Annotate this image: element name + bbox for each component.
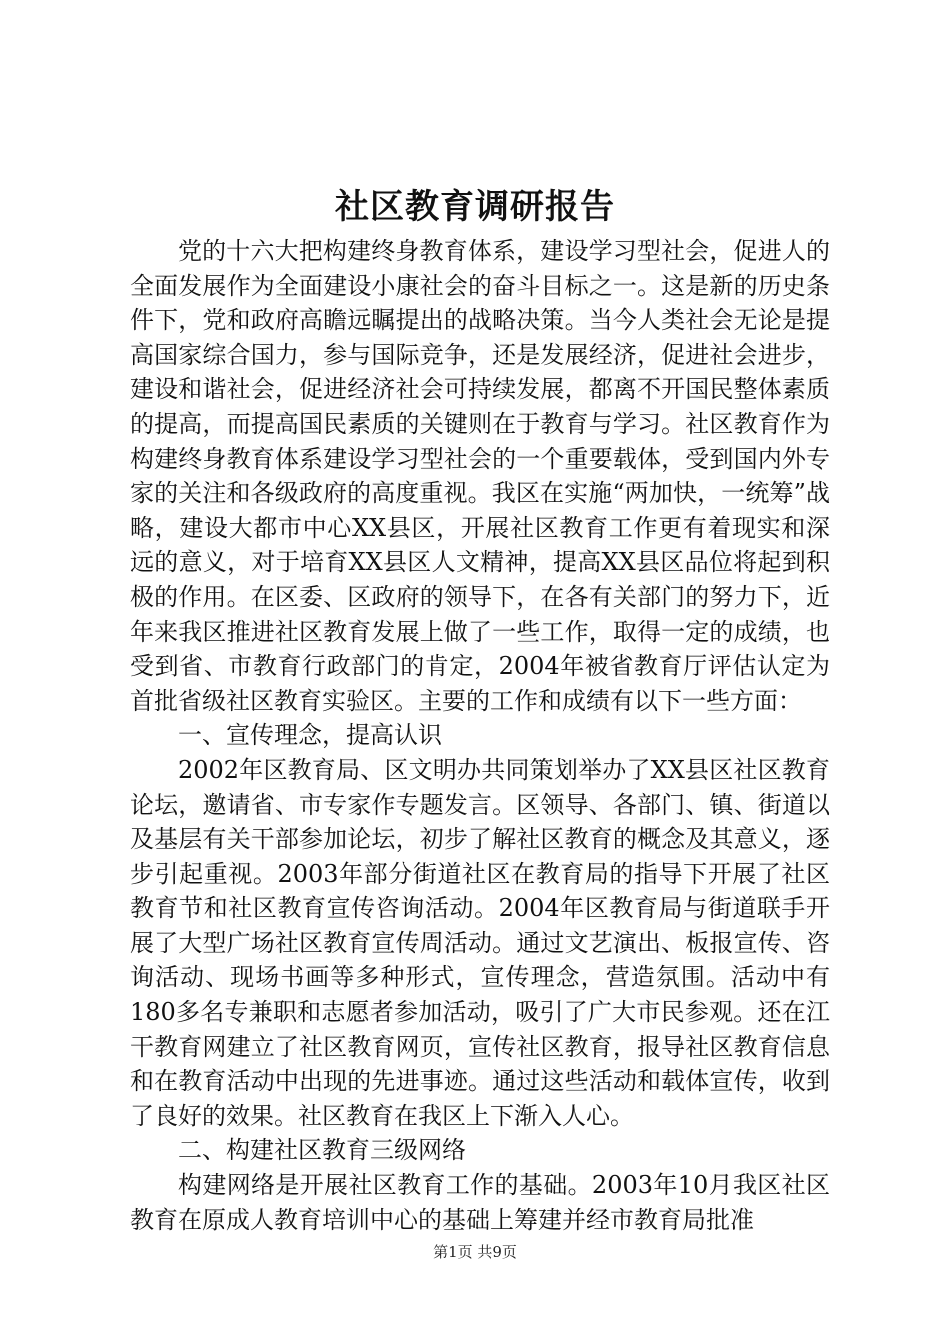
document-body bbox=[130, 234, 830, 1237]
document-title: 社区教育调研报告 bbox=[335, 187, 615, 227]
section-1-paragraph: 2002年区教育局、区文明办共同策划举办了XX县区社区教育论坛，邀请省、市专家作专题发言。区领导、各部门、镇、街道以及基层有关干部参加论坛，初步了解社区教育的概念及其意义，逐步引起重视。2003年部分街道社区在教育局的指导下开展了社区教育节和社区教育宣传咨询活动。2004年区教育局与街道联手开展了大型广场社区教育宣传周活动。通过文艺演出、板报宣传、咨询活动、现场书画等多种形式，宣传理念，营造氛围。活动中有180多名专兼职和志愿者参加活动，吸引了广大市民参观。还在江干教育网建立了社区教育网页，宣传社区教育，报导社区教育信息和在教育活动中出现的先进事迹。通过这些活动和载体宣传，收到了良好的效果。社区教育在我区上下渐入人心。 bbox=[130, 755, 830, 1130]
section-heading-2: 二、构建社区教育三级网络 bbox=[178, 1136, 466, 1165]
intro-paragraph: 党的十六大把构建终身教育体系，建设学习型社会，促进人的全面发展作为全面建设小康社会的奋斗目标之一。这是新的历史条件下，党和政府高瞻远瞩提出的战略决策。当今人类社会无论是提高国家综合国力，参与国际竞争，还是发展经济，促进社会进步，建设和谐社会，促进经济社会可持续发展，都离不开国民整体素质的提高，而提高国民素质的关键则在于教育与学习。社区教育作为构建终身教育体系建设学习型社会的一个重要载体，受到国内外专家的关注和各级政府的高度重视。我区在实施“两加快，一统筹”战略，建设大都市中心XX县区，开展社区教育工作更有着现实和深远的意义，对于培育XX县区人文精神，提高XX县区品位将起到积极的作用。在区委、区政府的领导下，在各有关部门的努力下，近年来我区推进社区教育发展上做了一些工作，取得一定的成绩，也受到省、市教育行政部门的肯定，2004年被省教育厅评估认定为首批省级社区教育实验区。主要的工作和成绩有以下一些方面： bbox=[130, 237, 830, 715]
page-footer: 第1页 共9页 bbox=[433, 1243, 517, 1261]
section-2-paragraph: 构建网络是开展社区教育工作的基础。2003年10月我区社区教育在原成人教育培训中心的基础上筹建并经市教育局批准 bbox=[130, 1171, 830, 1234]
section-heading-1: 一、宣传理念，提高认识 bbox=[178, 721, 442, 750]
